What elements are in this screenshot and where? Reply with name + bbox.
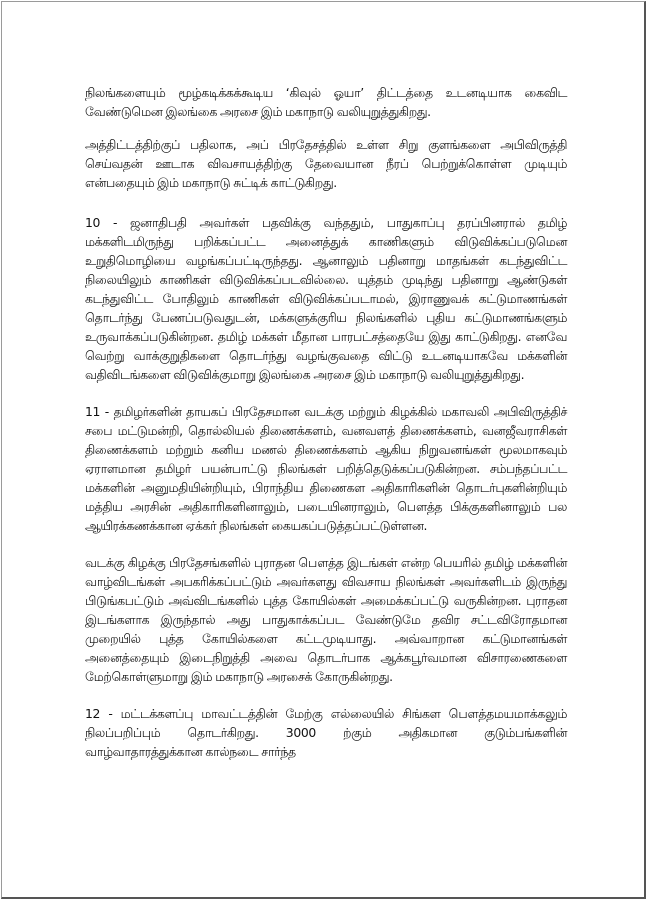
document-body: [85, 83, 567, 761]
paragraph-small-tanks: அத்திட்டத்திற்குப் பதிலாக, அப் பிரதேசத்தில் உள்ள சிறு குளங்களை அபிவிருத்தி செய்வதன் ஊடாக விவசாயத்திற்கு தேவையான நீரப் பெற்றுக்கொள்ள முடியும் என்பதையும் இம் மகாநாடு சுட்டிக் காட்டுகிறது.: [85, 137, 567, 190]
document-page: [1, 1, 646, 899]
paragraph-land-project: நிலங்களையும் மூழ்கடிக்கக்கூடிய ‘கிவுல் ஓயா’ திட்டத்தை உடனடியாக கைவிட வேண்டுமென இலங்கை அரசை இம் மகாநாடு வலியுறுத்துகிறது.: [85, 85, 567, 119]
paragraph-11-land-grabs: 11 - தமிழர்களின் தாயகப் பிரதேசமான வடக்கு மற்றும் கிழக்கில் மகாவலி அபிவிருத்திச் சபை மட்டுமன்றி, தொல்லியல் திணைக்களம், வனவளத் திணைக்களம், வனஜீவராசிகள் திணைக்களம் மற்றும் கனிய மணல் திணைக்களம் ஆகிய நிறுவனங்கள் மூலமாகவும் ஏராளமான தமிழர் பயன்பாட்டு நிலங்கள் பறித்தெடுக்கப்படுகின்றன. சம்பந்தப்பட்ட மக்களின் அனுமதியின்றியும், பிராந்திய திணைகள அதிகாரிகளின் தொடர்புகளின்றியும் மத்திய அரசின் அதிகாரிகளினாலும், படையினராலும், பௌத்த பிக்குகளினாலும் பல ஆயிரக்கணக்கான ஏக்கர் நிலங்கள் கையகப்படுத்தப்பட்டுள்ளன.: [85, 404, 567, 533]
paragraph-10-land-release: 10 - ஜனாதிபதி அவர்கள் பதவிக்கு வந்ததும், பாதுகாப்பு தரப்பினரால் தமிழ் மக்களிடமிருந்து பறிக்கப்பட்ட அனைத்துக் காணிகளும் விடுவிக்கப்படுமென உறுதிமொழியை வழங்கப்பட்டிருந்தது. ஆனாலும் பதினாறு மாதங்கள் கடந்துவிட்ட நிலையிலும் காணிகள் விடுவிக்கப்படவில்லை. யுத்தம் முடிந்து பதினாறு ஆண்டுகள் கடந்துவிட்ட போதிலும் காணிகள் விடுவிக்கப்படாமல், இராணுவக் கட்டுமாணங்கள் தொடர்ந்து பேணப்படுவதுடன், மக்களுக்குரிய நிலங்களில் புதிய கட்டுமாணங்களும் உருவாக்கப்படுகின்றன. தமிழ் மக்கள் மீதான பாரபட்சத்தையே இது காட்டுகிறது. எனவே வெற்று வாக்குறுதிகளை தொடர்ந்து வழங்குவதை விட்டு உடனடியாகவே மக்களின் வதிவிடங்களை விடுவிக்குமாறு இலங்கை அரசை இம் மகாநாடு வலியுறுத்துகிறது.: [85, 215, 567, 382]
paragraph-12-batticaloa: 12 - மட்டக்களப்பு மாவட்டத்தின் மேற்கு எல்லையில் சிங்கள பௌத்தமயமாக்கலும் நிலப்பறிப்பும் தொடர்கிறது. 3000 ற்கும் அதிகமான குடும்பங்களின் வாழ்வாதாரத்துக்கான கால்நடை சார்ந்த: [85, 706, 567, 759]
paragraph-buddhist-sites: வடக்கு கிழக்கு பிரதேசங்களில் புராதன பௌத்த இடங்கள் என்ற பெயரில் தமிழ் மக்களின் வாழ்விடங்கள் அபகரிக்கப்பட்டும் அவர்களது விவசாய நிலங்கள் அவர்களிடம் இருந்து பிடுங்கபட்டும் அவ்விடங்களில் புத்த கோயில்கள் அமைக்கப்பட்டு வருகின்றன. புராதன இடங்களாக இருந்தால் அது பாதுகாக்கப்பட வேண்டுமே தவிர சட்டவிரோதமான முறையில் புத்த கோயில்களை கட்டமுடியாது. அவ்வாறான கட்டுமானங்கள் அனைத்தையும் இடைநிறுத்தி அவை தொடர்பாக ஆக்கபூர்வமான விசாரணைகளை மேற்கொள்ளுமாறு இம் மகாநாடு அரசைக் கோருகின்றது.: [85, 555, 567, 684]
